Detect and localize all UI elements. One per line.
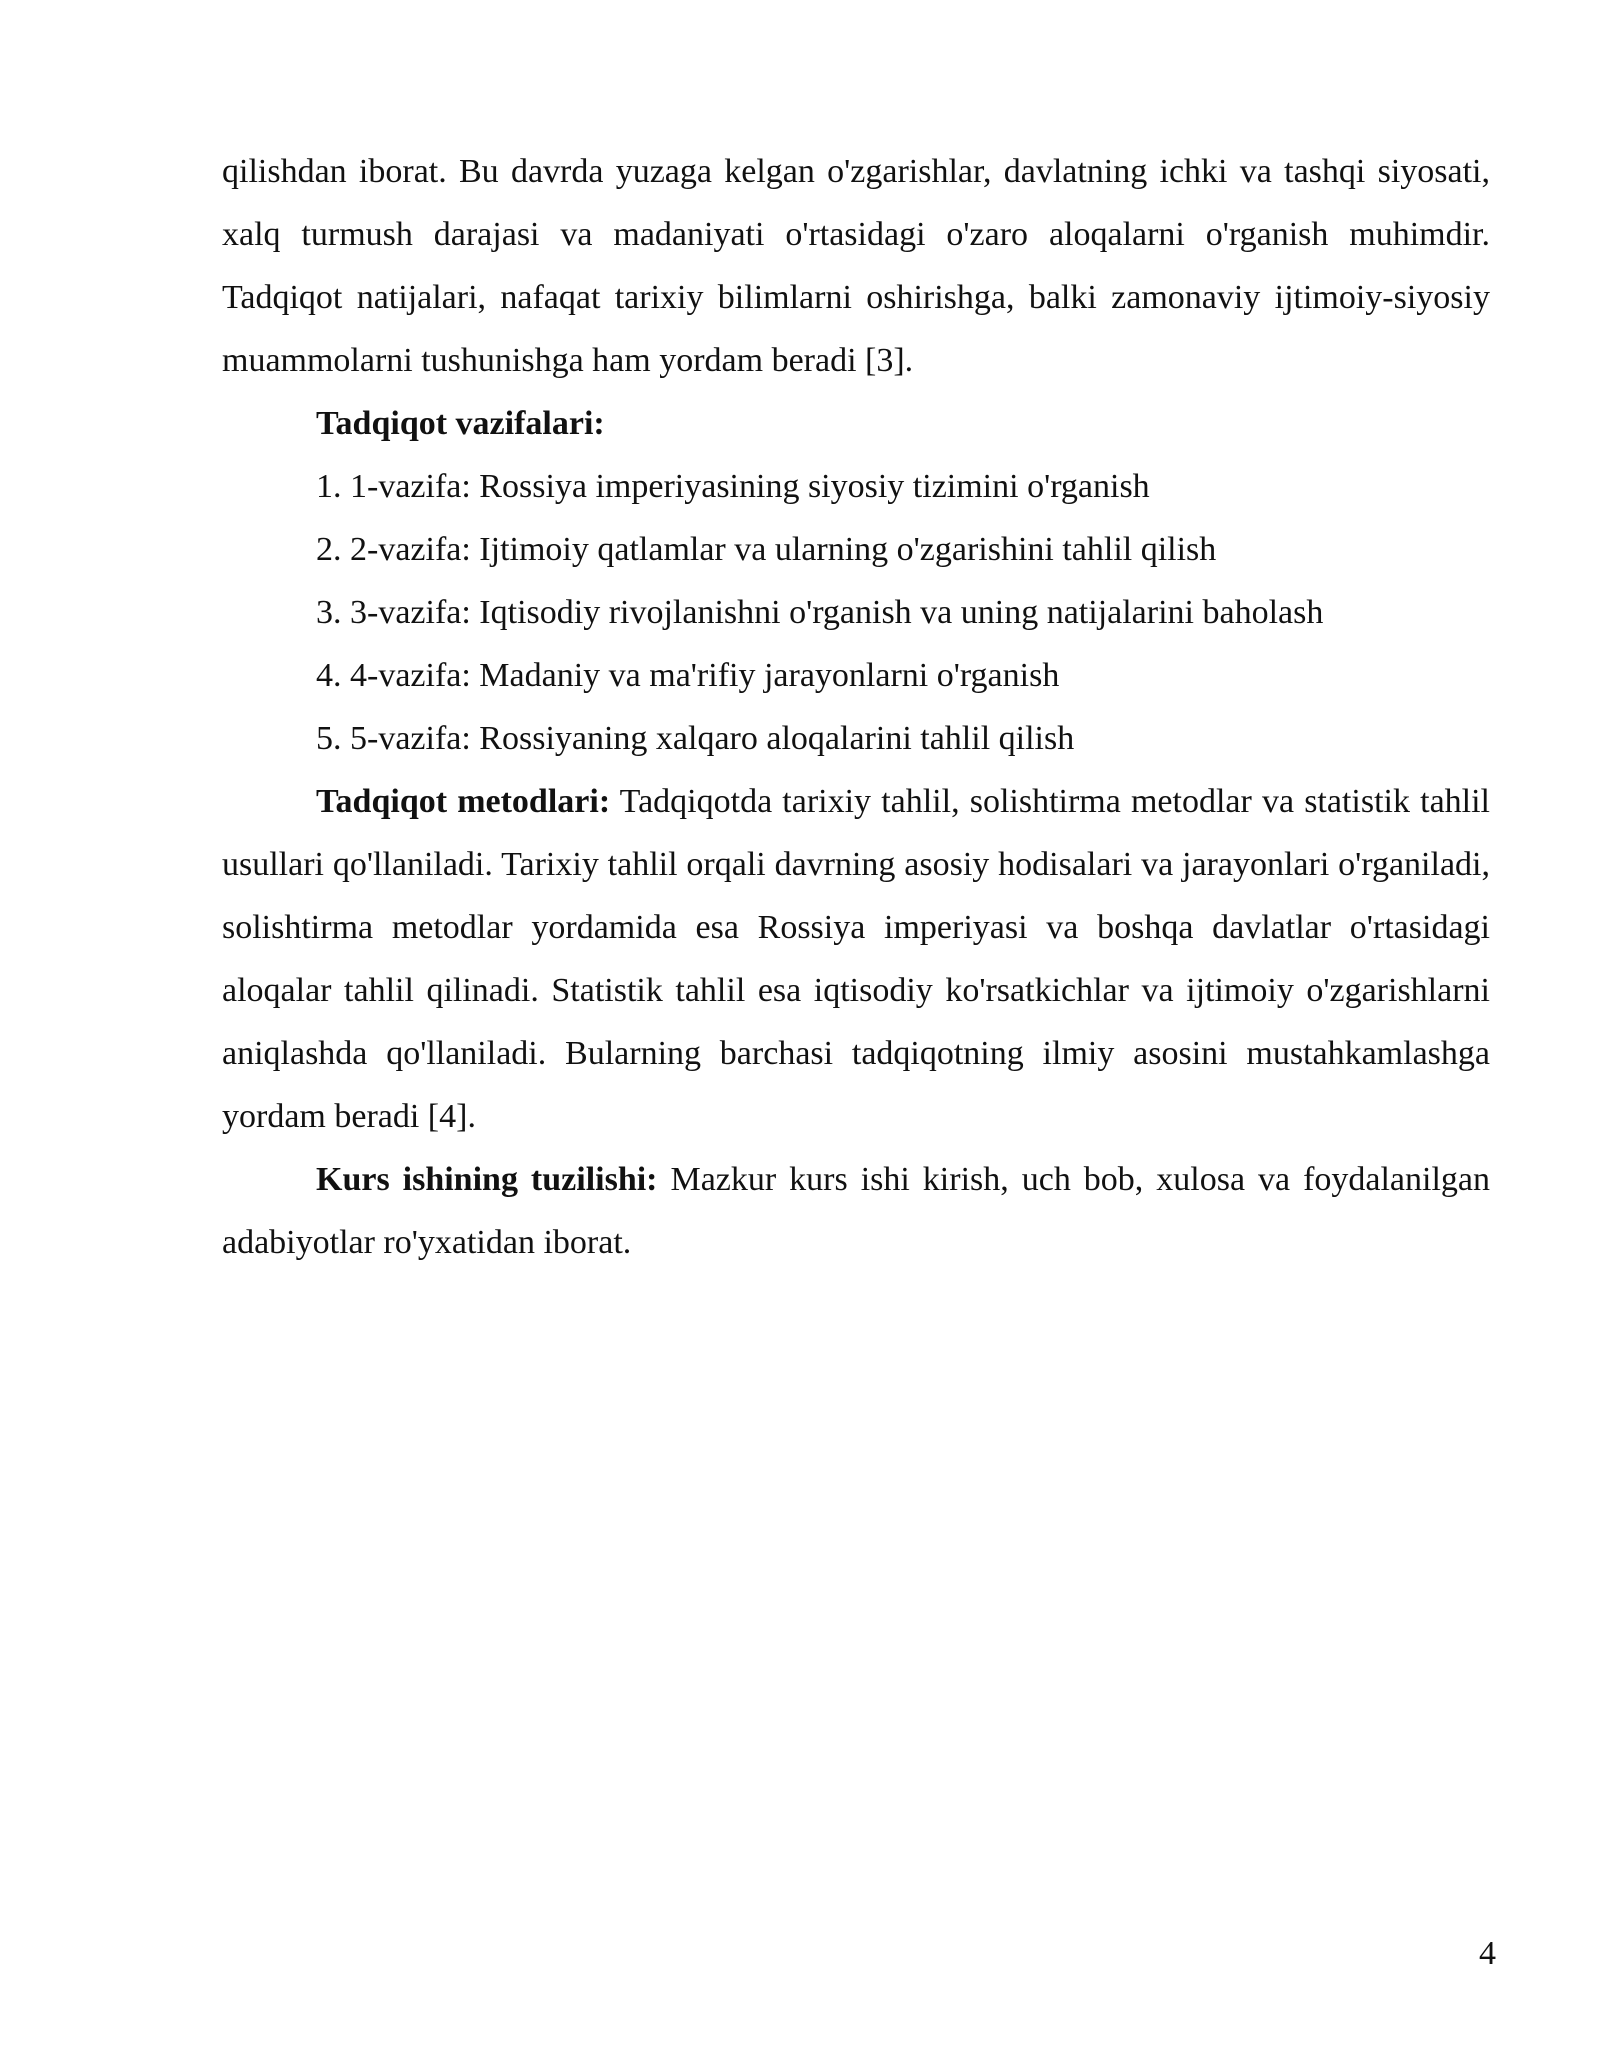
list-item: 1. 1-vazifa: Rossiya imperiyasining siyosiy tizimini o'rganish (316, 468, 1150, 505)
list-item: 3. 3-vazifa: Iqtisodiy rivojlanishni o'rganish va uning natijalarini baholash (316, 594, 1324, 631)
tasks-list (222, 455, 1490, 770)
structure-text: Mazkur kurs ishi kirish, uch bob, xulosa va foydalanilgan adabiyotlar ro'yxatidan iborat. (222, 1161, 1491, 1261)
page-body (222, 140, 1490, 1274)
structure-paragraph (222, 1148, 1490, 1274)
list-item: 5. 5-vazifa: Rossiyaning xalqaro aloqalarini tahlil qilish (316, 720, 1075, 757)
structure-heading: Kurs ishining tuzilishi: (316, 1161, 658, 1198)
methods-heading: Tadqiqot metodlari: (316, 783, 611, 820)
methods-text: Tadqiqotda tarixiy tahlil, solishtirma metodlar va statistik tahlil usullari qo'llaniladi. Tarixiy tahlil orqali davrning asosiy hodisalari va jarayonlari o'rganiladi, solishtirma metodlar yordamida esa Rossiya imperiyasi va boshqa davlatlar o'rtasidagi aloqalar tahlil qilinadi. Statistik tahlil esa iqtisodiy ko'rsatkichlar va ijtimoiy o'zgarishlarni aniqlashda qo'llaniladi. Bularning barchasi tadqiqotning ilmiy asosini mustahkamlashga yordam beradi [4]. (222, 783, 1490, 1135)
tasks-heading: Tadqiqot vazifalari: (316, 405, 605, 442)
list-item: 4. 4-vazifa: Madaniy va ma'rifiy jarayonlarni o'rganish (316, 657, 1060, 694)
list-item: 2. 2-vazifa: Ijtimoiy qatlamlar va ularning o'zgarishini tahlil qilish (316, 531, 1217, 568)
page-number: 4 (1479, 1935, 1496, 1972)
methods-paragraph (222, 770, 1490, 1148)
intro-paragraph: qilishdan iborat. Bu davrda yuzaga kelgan o'zgarishlar, davlatning ichki va tashqi siyosati, xalq turmush darajasi va madaniyati o'rtasidagi o'zaro aloqalarni o'rganish muhimdir. Tadqiqot natijalari, nafaqat tarixiy bilimlarni oshirishga, balki zamonaviy ijtimoiy-siyosiy muammolarni tushunishga ham yordam beradi [3]. (222, 153, 1490, 379)
